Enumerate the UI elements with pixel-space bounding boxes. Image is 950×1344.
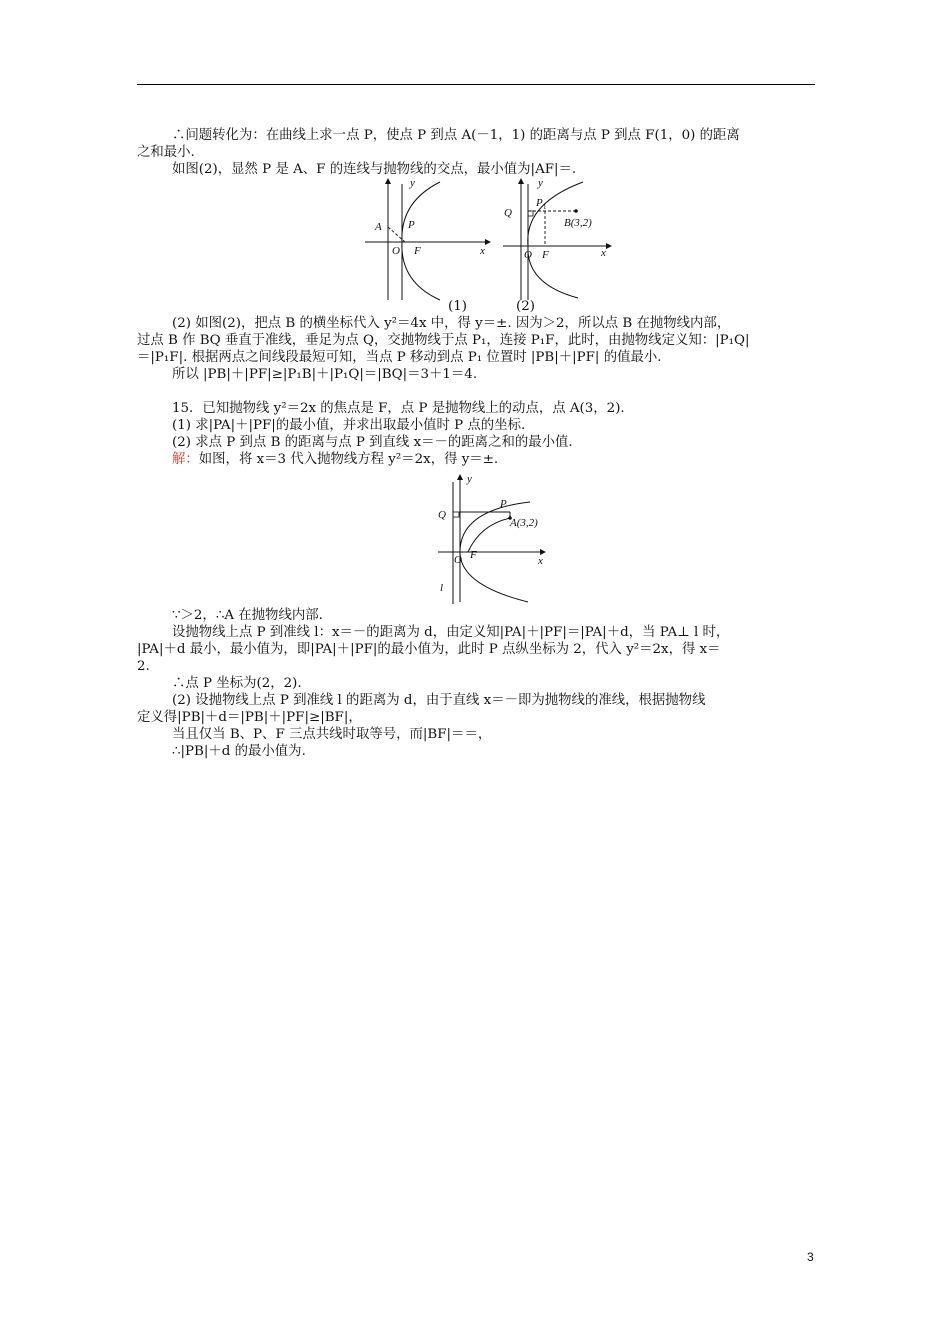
solution-label: 解： (172, 452, 199, 467)
point-label: P (408, 219, 415, 231)
axis-label-x: x (601, 247, 606, 259)
solution-line: 定义得|PB|＋d＝|PB|＋|PF|≥|BF|， (137, 710, 362, 725)
solution-line: (2) 设抛物线上点 P 到准线 l 的距离为 d，由于直线 x＝－即为抛物线的准线，根据抛物线 (172, 693, 706, 708)
line-label: l (440, 582, 444, 594)
point-label: O (524, 249, 532, 261)
point-label: F (414, 245, 421, 257)
point-label: P (536, 197, 543, 209)
text-line: (2) 如图(2)，把点 B 的横坐标代入 y²＝4x 中，得 y＝±. 因为＞2，所以点 B 在抛物线内部， (172, 316, 731, 331)
figure-caption: (2) (516, 299, 535, 314)
text-line: 如图(2)，显然 P 是 A、F 的连线与抛物线的交点，最小值为|AF|＝. (172, 162, 577, 177)
solution-text: 如图，将 x＝3 代入抛物线方程 y²＝2x，得 y＝±. (198, 452, 499, 467)
axis-label-y: y (467, 473, 472, 485)
axis-label-y: y (410, 177, 415, 189)
point-label: A (375, 221, 382, 233)
solution-line: ∴|PB|＋d 的最小值为. (172, 744, 306, 759)
solution-line: ∵＞2，∴A 在抛物线内部. (172, 608, 323, 623)
question-line: 15．已知抛物线 y²＝2x 的焦点是 F，点 P 是抛物线上的动点，点 A(3，2). (172, 401, 625, 416)
point-label: A(3,2) (510, 517, 538, 529)
solution-line: 设抛物线上点 P 到准线 l：x＝－的距离为 d，由定义知|PA|＋|PF|＝|PA|＋d，当 PA⊥ l 时， (172, 625, 730, 640)
axis-label-y: y (538, 177, 543, 189)
text-line: 之和最小. (137, 145, 195, 160)
point-label: P (500, 498, 507, 510)
question-line: (2) 求点 P 到点 B 的距离与点 P 到直线 x＝－的距离之和的最小值. (172, 435, 573, 450)
header-rule (137, 84, 815, 85)
text-line: ∴问题转化为：在曲线上求一点 P，使点 P 到点 A(－1，1) 的距离与点 P 到点 F(1，0) 的距离 (172, 128, 740, 143)
point-label: O (454, 554, 462, 566)
text-line: 所以 |PB|＋|PF|≥|P₁B|＋|P₁Q|＝|BQ|＝3＋1＝4. (172, 367, 478, 382)
solution-line: |PA|＋d 最小，最小值为，即|PA|＋|PF|的最小值为，此时 P 点纵坐标为 2，代入 y²＝2x，得 x＝ (137, 642, 721, 657)
point-label: Q (504, 207, 512, 219)
figure-caption: (1) (448, 299, 467, 314)
text-line: ＝|P₁F|. 根据两点之间线段最短可知，当点 P 移动到点 P₁ 位置时 |PB|＋|PF| 的值最小. (137, 350, 662, 365)
point-label: F (470, 549, 477, 561)
point-label: B(3,2) (564, 217, 592, 229)
solution-line: 2. (137, 659, 150, 674)
text-line: 过点 B 作 BQ 垂直于准线，垂足为点 Q，交抛物线于点 P₁，连接 P₁F，此时，由抛物线定义知：|P₁Q| (137, 333, 750, 348)
solution-line (172, 451, 498, 468)
figure-1 (360, 172, 500, 326)
point-label: F (542, 249, 549, 261)
question-line: (1) 求|PA|＋|PF|的最小值，并求出取最小值时 P 点的坐标. (172, 418, 526, 433)
axis-label-x: x (480, 245, 485, 257)
point-label: Q (438, 509, 446, 521)
figure-3 (430, 470, 560, 612)
point-label: O (392, 245, 400, 257)
point-label-subscript: 1 (543, 203, 547, 211)
solution-line: ∴点 P 坐标为(2，2). (172, 676, 302, 691)
solution-line: 当且仅当 B、P、F 三点共线时取等号，而|BF|＝＝， (172, 727, 492, 742)
axis-label-x: x (538, 555, 543, 567)
page-number: 3 (807, 1250, 814, 1264)
